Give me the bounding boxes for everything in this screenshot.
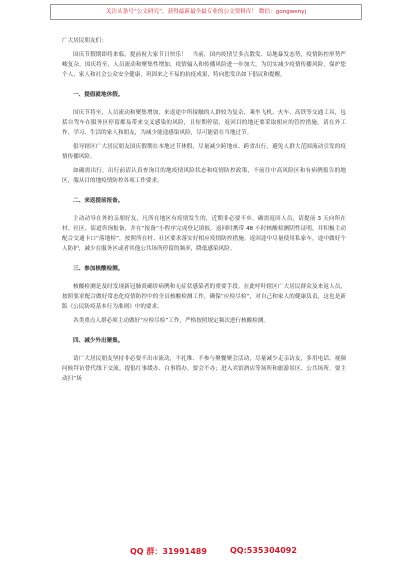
section-paragraph: 如确需出行，出行前请认真查询目的地疫情风险状态和疫情防控政策，不前往中高风险区和有病例报告的地区，服从目的地疫情防控各项工作要求。 bbox=[62, 168, 346, 184]
header-banner: 关注头条号“公文研究”，获得最新最全最专业的公文资料库！ 微信：gongwenyj bbox=[50, 4, 362, 20]
section-paragraph: 倡导辖区广大居民朋友国庆假期在本地过节休假，尽量减少跨地市、跨省出行，避免人群大范围流动引发的疫情传播风险。 bbox=[62, 144, 346, 160]
sections bbox=[62, 90, 346, 384]
qq-group-number: QQ 群：31991489 bbox=[130, 547, 207, 556]
section-title: 二、来返提前报备。 bbox=[73, 198, 124, 204]
section-paragraph: 核酸检测是及时发现新冠肺炎确诊病例和无症状感染者的重要手段。在此呼吁辖区广大居民群众及来返人员，按照要求配合做好常态化疫情防控中的全员核酸检测工作，确保“应检尽检”，对自己和家人的健康负责，这也是新版《公民防疫基本行为准则》中的要求。 bbox=[62, 284, 346, 310]
salutation: 广大居民朋友们： bbox=[62, 38, 107, 44]
section bbox=[62, 196, 346, 254]
section-title: 一、提倡就地休假。 bbox=[73, 92, 124, 98]
section bbox=[62, 90, 346, 186]
qq-number: QQ:535304092 bbox=[230, 546, 297, 555]
section-title: 三、参加核酸检测。 bbox=[73, 266, 124, 272]
intro-paragraph: 国庆节假期即将来临，提前祝大家节日快乐！ 当前，国内疫情呈多点散发、局地暴发态势，疫情防控形势严峻复杂。国庆将至，人员流动和聚集性增加，疫情输入和传播风险进一步加大。为切实减少疫情传播风险，保护您个人、家人和社会公众安全健康，巩固来之不易的抗疫成果，特向您发出如下倡议和提醒。 bbox=[62, 52, 346, 78]
section-paragraph: 请广大居民朋友坚持非必要不出市流动，不扎堆、不参与聚餐聚会活动，尽量减少走亲访友，多用电话、视频问候拜访替代线下交流。提倡红事缓办、白事简办，要会不办；进入宾馆酒店等场所和旅游景区、公共场所，要主动扫“场 bbox=[62, 356, 346, 382]
document-body bbox=[62, 36, 346, 388]
section-paragraph: 国庆节将至，人员流动和聚集增加，来返途中所接触的人群较为复杂，乘坐飞机、火车、高铁等交通工具，包括自驾车在服务区停留都易带来交叉感染的风险，且短期停留，返回目的地还要采取相应的管控措施。请在外工作、学习、生活的家人和朋友，为减少能途感染风险，尽可能留在当地过节。 bbox=[62, 110, 346, 136]
section bbox=[62, 264, 346, 326]
intro bbox=[62, 50, 346, 80]
section-paragraph: 各类重点人群必须主动做好“应检尽检”工作，严格按照规定频次进行核酸检测。 bbox=[73, 318, 269, 324]
section bbox=[62, 336, 346, 384]
section-title: 四、减少外出聚集。 bbox=[73, 338, 124, 344]
section-paragraph: 主动动导在外的亲朋好友，凡所在地区有疫情发生的，近期非必要不乡。确需返回人员，请提前 3 天向所在村、社区、街道咨询报备，并在“报备”小程序完成登记填报。返回时携带 48 小时核酸检测阴性证明，并积极主动配合交通卡口“落地检”，按照所在村、社区要求落实好相应疫情防控措施。返回途中尽量使用私家车，途中做好个人防护，减少在服务区或者其他公共场所停留的频率，降低感染风险。 bbox=[62, 216, 346, 252]
